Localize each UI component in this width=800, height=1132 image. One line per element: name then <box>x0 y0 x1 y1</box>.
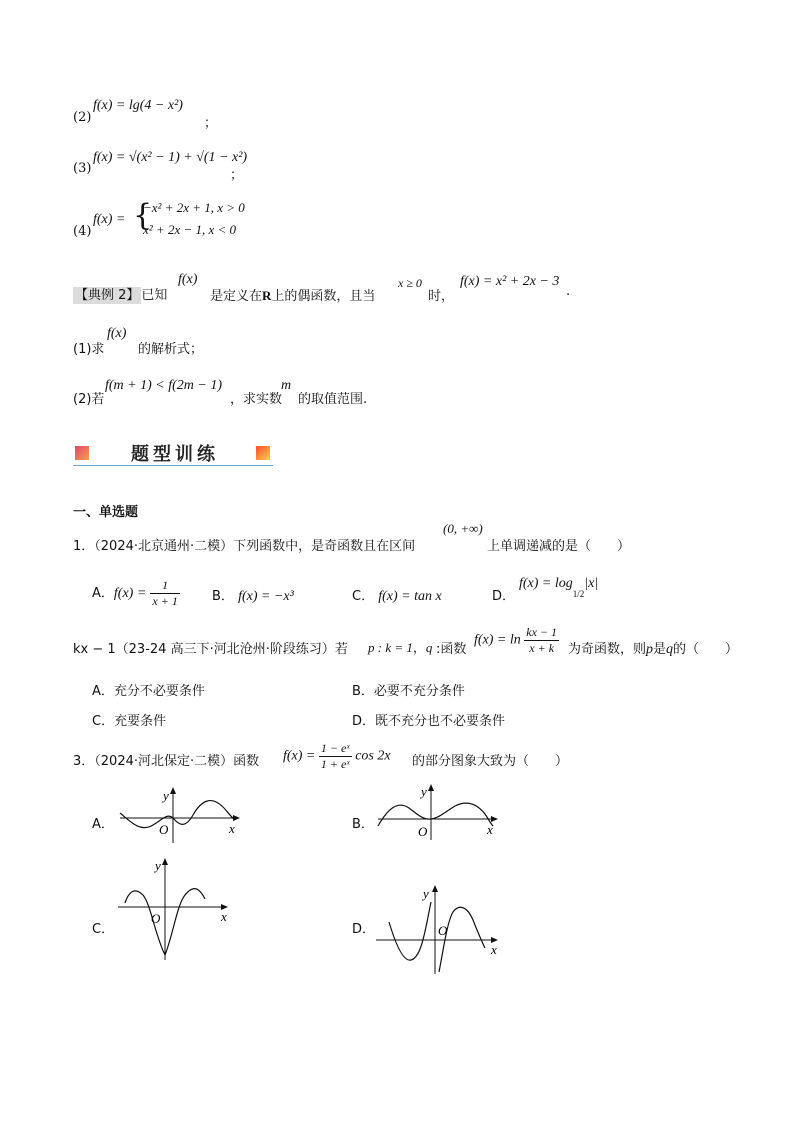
punct: ； <box>230 168 244 183</box>
option-a-label: A． <box>92 817 114 832</box>
text: 已知 <box>141 288 168 303</box>
axis-x-label: x <box>487 822 493 837</box>
option-d: D． <box>492 589 516 604</box>
axis-y-label: y <box>421 784 427 799</box>
option-c: C．充要条件 <box>92 714 167 729</box>
option-b: B． f(x) = −x³ <box>212 589 294 604</box>
divider <box>73 465 273 466</box>
brace-icon: { <box>133 198 153 233</box>
option-a: A．f(x) = $\frac{1}{x + 1}$ <box>92 578 178 608</box>
graph-b <box>373 782 503 842</box>
question-3: 3．（2024·河北保定·二模）函数 <box>73 754 260 769</box>
origin-label: O <box>159 822 169 837</box>
text: 的解析式； <box>138 342 204 357</box>
item-number: (2) <box>73 110 92 125</box>
formula-2: f(x) = lg(4 − x²) <box>93 98 183 113</box>
axis-x-label: x <box>221 909 227 924</box>
example-2-line <box>73 284 167 303</box>
origin-label: O <box>438 923 448 938</box>
case-2: x² + 2x − 1, x < 0 <box>143 222 237 237</box>
option-a: A．充分不必要条件 <box>92 684 205 699</box>
formula: f(x) = $\frac{\text{1 − eˣ}}{\text{1 + eˣ}}$ cos 2x <box>283 741 391 771</box>
option-d-formula: $f(x) = \log_{1/2}|x|$ <box>519 576 599 599</box>
condition: x ≥ 0 <box>398 276 422 290</box>
example-tag: 【典例 2】 <box>75 288 140 303</box>
interval: (0, +∞) <box>443 521 483 536</box>
text: ，求实数 <box>230 392 283 407</box>
item-4: (4) <box>73 224 92 239</box>
graph-d <box>373 882 503 977</box>
text: 时， <box>428 289 455 304</box>
square-icon <box>256 446 270 460</box>
case-1: −x² + 2x + 1, x > 0 <box>143 200 245 215</box>
option-c: C． f(x) = tan x <box>352 589 442 604</box>
formula: f(x) = x² + 2x − 3 <box>460 274 560 289</box>
item-2 <box>73 110 91 125</box>
punct: ； <box>204 116 218 131</box>
text: 为奇函数，则p是q的（ ） <box>568 642 739 657</box>
q-2-prefix: (2)若 <box>73 392 105 407</box>
section-heading <box>73 440 273 468</box>
part-title: 一、单选题 <box>73 505 139 520</box>
text: 上单调递减的是（ ） <box>487 539 631 554</box>
graph-a <box>115 785 245 845</box>
formula: f(x) = ln $\frac{kx - 1}{x + k}$ <box>474 625 558 655</box>
origin-label: O <box>151 911 161 926</box>
fraction: $\frac{1}{x + 1}$ <box>152 578 178 608</box>
option-d: D．既不充分也不必要条件 <box>352 714 506 729</box>
formula-4-lhs: f(x) = <box>93 212 126 227</box>
origin-label: O <box>418 824 428 839</box>
text: 的部分图象大致为（ ） <box>412 754 569 769</box>
var: m <box>281 378 292 393</box>
graph-c <box>115 855 240 965</box>
axis-y-label: y <box>163 788 169 803</box>
item-3: (3) <box>73 161 92 176</box>
formula: f(m + 1) < f(2m − 1) <box>105 378 222 393</box>
axis-y-label: y <box>423 886 429 901</box>
q-1-prefix: (1)求 <box>73 342 105 357</box>
option-b-label: B． <box>352 817 374 832</box>
square-icon <box>75 446 89 460</box>
condition-p: p : k = 1，q <box>368 640 433 656</box>
text: 的取值范围. <box>298 392 368 407</box>
axis-x-label: x <box>229 821 235 836</box>
question-2: kx − 1（23-24 高三下·河北沧州·阶段练习）若 <box>73 642 348 657</box>
punct: . <box>566 284 571 299</box>
formula: f(x) <box>107 326 127 341</box>
text: 是定义在R上的偶函数，且当 <box>210 288 376 304</box>
axis-x-label: x <box>491 942 497 957</box>
axis-y-label: y <box>155 858 161 873</box>
question-1: 1．（2024·北京通州·二模）下列函数中，是奇函数且在区间 <box>73 539 416 554</box>
option-b: B．必要不充分条件 <box>352 684 465 699</box>
text: :函数 <box>436 642 467 657</box>
formula-3: f(x) = √(x² − 1) + √(1 − x²) <box>93 150 248 165</box>
option-d-label: D． <box>352 922 376 937</box>
formula: f(x) <box>178 272 198 287</box>
option-c-label: C． <box>92 922 115 937</box>
section-title: 题型训练 <box>131 444 219 465</box>
